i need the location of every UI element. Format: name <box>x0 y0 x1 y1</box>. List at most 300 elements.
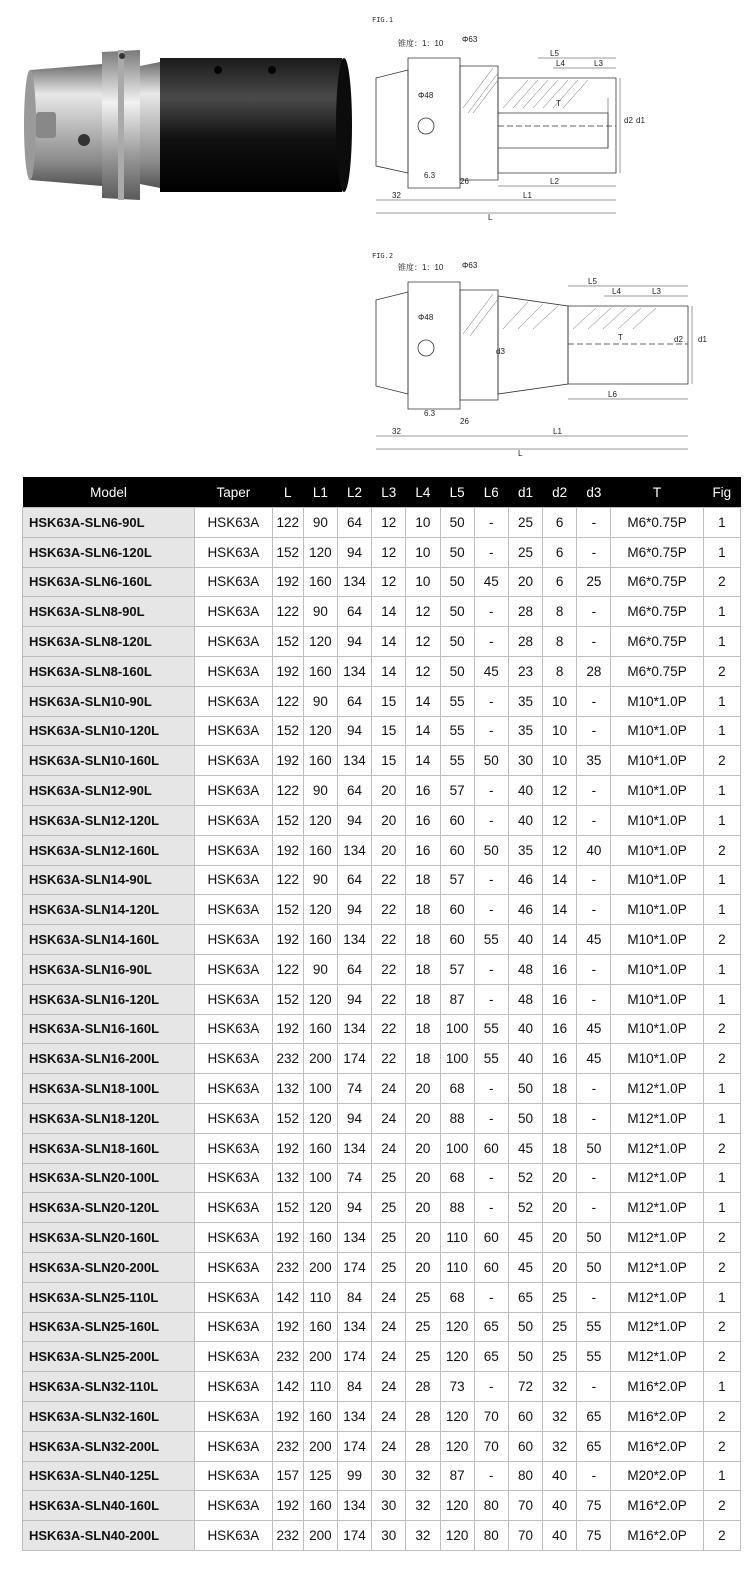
table-body <box>23 508 741 1551</box>
cell-model: HSK63A-SLN40-200L <box>23 1521 195 1551</box>
table-row <box>23 805 741 835</box>
table-row <box>23 1163 741 1193</box>
cell-l6: 55 <box>474 925 508 955</box>
cell-d1: 40 <box>508 805 542 835</box>
cell-l1: 120 <box>303 537 337 567</box>
cell-fig: 2 <box>703 925 740 955</box>
cell-l6: - <box>474 1163 508 1193</box>
cell-l3: 20 <box>372 776 406 806</box>
cell-t: M6*0.75P <box>611 627 703 657</box>
cell-l3: 14 <box>372 656 406 686</box>
cell-l5: 68 <box>440 1282 474 1312</box>
cell-taper: HSK63A <box>194 805 272 835</box>
fig1-L3: L3 <box>594 59 603 68</box>
column-header-l6: L6 <box>474 477 508 508</box>
cell-l1: 120 <box>303 984 337 1014</box>
cell-l: 122 <box>272 954 303 984</box>
cell-l4: 20 <box>406 1163 440 1193</box>
cell-t: M10*1.0P <box>611 746 703 776</box>
cell-taper: HSK63A <box>194 984 272 1014</box>
table-row <box>23 1074 741 1104</box>
fig1-d2: d2 <box>624 116 633 125</box>
cell-l6: - <box>474 1103 508 1133</box>
cell-l3: 22 <box>372 925 406 955</box>
cell-model: HSK63A-SLN14-120L <box>23 895 195 925</box>
cell-model: HSK63A-SLN16-160L <box>23 1014 195 1044</box>
table-row <box>23 597 741 627</box>
cell-l1: 120 <box>303 1193 337 1223</box>
fig1-L1: L1 <box>523 191 532 200</box>
cell-t: M10*1.0P <box>611 835 703 865</box>
cell-model: HSK63A-SLN10-120L <box>23 716 195 746</box>
cell-d1: 40 <box>508 776 542 806</box>
cell-fig: 1 <box>703 895 740 925</box>
cell-l: 232 <box>272 1044 303 1074</box>
cell-l3: 22 <box>372 984 406 1014</box>
cell-taper: HSK63A <box>194 954 272 984</box>
cell-l5: 120 <box>440 1431 474 1461</box>
cell-l4: 18 <box>406 925 440 955</box>
table-row <box>23 1312 741 1342</box>
cell-d2: 14 <box>543 925 577 955</box>
cell-l3: 22 <box>372 954 406 984</box>
cell-l2: 134 <box>337 656 371 686</box>
product-photo <box>22 40 362 210</box>
cell-d1: 70 <box>508 1521 542 1551</box>
cell-l: 232 <box>272 1521 303 1551</box>
cell-taper: HSK63A <box>194 925 272 955</box>
cell-l5: 87 <box>440 984 474 1014</box>
cell-d3: 75 <box>577 1521 611 1551</box>
fig1-d1: d1 <box>636 116 645 125</box>
fig2-L4: L4 <box>612 287 621 296</box>
cell-taper: HSK63A <box>194 567 272 597</box>
cell-l2: 174 <box>337 1252 371 1282</box>
cell-l: 192 <box>272 925 303 955</box>
cell-l6: 80 <box>474 1491 508 1521</box>
cell-d3: - <box>577 508 611 538</box>
cell-l: 142 <box>272 1372 303 1402</box>
cell-l5: 57 <box>440 776 474 806</box>
cell-d3: - <box>577 627 611 657</box>
cell-model: HSK63A-SLN12-90L <box>23 776 195 806</box>
cell-t: M6*0.75P <box>611 597 703 627</box>
cell-t: M16*2.0P <box>611 1401 703 1431</box>
fig2-L1: L1 <box>553 427 562 436</box>
cell-d2: 25 <box>543 1282 577 1312</box>
table-row <box>23 627 741 657</box>
cell-l6: - <box>474 805 508 835</box>
cell-d1: 28 <box>508 597 542 627</box>
cell-l4: 10 <box>406 508 440 538</box>
table-row <box>23 925 741 955</box>
cell-d3: 75 <box>577 1491 611 1521</box>
cell-l5: 88 <box>440 1103 474 1133</box>
cell-l: 152 <box>272 1103 303 1133</box>
cell-model: HSK63A-SLN10-160L <box>23 746 195 776</box>
cell-l: 122 <box>272 686 303 716</box>
cell-model: HSK63A-SLN32-110L <box>23 1372 195 1402</box>
cell-d1: 46 <box>508 895 542 925</box>
cell-l2: 134 <box>337 1491 371 1521</box>
cell-l3: 12 <box>372 537 406 567</box>
cell-l2: 64 <box>337 686 371 716</box>
cell-l: 132 <box>272 1163 303 1193</box>
table-row <box>23 835 741 865</box>
cell-taper: HSK63A <box>194 746 272 776</box>
cell-l6: 80 <box>474 1521 508 1551</box>
table-row <box>23 1521 741 1551</box>
cell-l4: 18 <box>406 1044 440 1074</box>
cell-taper: HSK63A <box>194 776 272 806</box>
cell-l: 192 <box>272 1401 303 1431</box>
cell-l: 192 <box>272 1223 303 1253</box>
cell-d3: - <box>577 805 611 835</box>
fig1-title: FIG.1 <box>372 16 394 24</box>
cell-d1: 40 <box>508 1044 542 1074</box>
cell-fig: 2 <box>703 656 740 686</box>
fig1-L5: L5 <box>550 49 559 58</box>
cell-d1: 35 <box>508 686 542 716</box>
cell-d2: 18 <box>543 1103 577 1133</box>
fig2-d26: 26 <box>460 417 469 426</box>
cell-model: HSK63A-SLN25-200L <box>23 1342 195 1372</box>
cell-d1: 52 <box>508 1163 542 1193</box>
column-header-l: L <box>272 477 303 508</box>
cell-l3: 24 <box>372 1372 406 1402</box>
cell-l1: 90 <box>303 865 337 895</box>
cell-d3: 35 <box>577 746 611 776</box>
cell-l4: 32 <box>406 1491 440 1521</box>
cell-d3: - <box>577 537 611 567</box>
cell-model: HSK63A-SLN16-200L <box>23 1044 195 1074</box>
cell-fig: 1 <box>703 716 740 746</box>
cell-d1: 23 <box>508 656 542 686</box>
cell-model: HSK63A-SLN14-90L <box>23 865 195 895</box>
cell-l2: 74 <box>337 1074 371 1104</box>
cell-d3: - <box>577 716 611 746</box>
cell-l4: 18 <box>406 984 440 1014</box>
cell-fig: 1 <box>703 537 740 567</box>
cell-d1: 48 <box>508 984 542 1014</box>
cell-l: 192 <box>272 567 303 597</box>
table-row <box>23 1044 741 1074</box>
cell-t: M12*1.0P <box>611 1342 703 1372</box>
cell-l: 152 <box>272 984 303 1014</box>
cell-l4: 16 <box>406 776 440 806</box>
cell-l6: - <box>474 984 508 1014</box>
cell-d2: 8 <box>543 656 577 686</box>
cell-t: M6*0.75P <box>611 508 703 538</box>
cell-l2: 94 <box>337 716 371 746</box>
cell-l: 192 <box>272 746 303 776</box>
cell-d2: 20 <box>543 1223 577 1253</box>
cell-d2: 12 <box>543 835 577 865</box>
cell-l6: - <box>474 627 508 657</box>
fig2-taper-note: 锥度：1：10 <box>398 263 444 272</box>
cell-model: HSK63A-SLN32-200L <box>23 1431 195 1461</box>
table-row <box>23 1193 741 1223</box>
cell-l3: 24 <box>372 1312 406 1342</box>
cell-d2: 16 <box>543 1044 577 1074</box>
spec-table <box>22 477 741 1551</box>
cell-l6: 60 <box>474 1223 508 1253</box>
cell-d3: 50 <box>577 1133 611 1163</box>
cell-fig: 1 <box>703 805 740 835</box>
cell-l4: 25 <box>406 1282 440 1312</box>
cell-l5: 100 <box>440 1133 474 1163</box>
cell-l4: 14 <box>406 686 440 716</box>
cell-d1: 70 <box>508 1491 542 1521</box>
cell-l2: 134 <box>337 1014 371 1044</box>
cell-taper: HSK63A <box>194 627 272 657</box>
cell-fig: 2 <box>703 1431 740 1461</box>
fig2-T: T <box>618 333 623 342</box>
cell-fig: 1 <box>703 1372 740 1402</box>
cell-l6: - <box>474 1282 508 1312</box>
cell-l: 192 <box>272 1312 303 1342</box>
cell-l2: 64 <box>337 776 371 806</box>
cell-l: 122 <box>272 865 303 895</box>
table-row <box>23 716 741 746</box>
cell-l1: 120 <box>303 895 337 925</box>
cell-l5: 73 <box>440 1372 474 1402</box>
fig2-phi63: Φ63 <box>462 261 478 270</box>
cell-l1: 160 <box>303 567 337 597</box>
cell-model: HSK63A-SLN32-160L <box>23 1401 195 1431</box>
cell-l1: 160 <box>303 746 337 776</box>
cell-t: M12*1.0P <box>611 1193 703 1223</box>
cell-l4: 18 <box>406 865 440 895</box>
cell-model: HSK63A-SLN40-160L <box>23 1491 195 1521</box>
cell-l5: 120 <box>440 1401 474 1431</box>
cell-t: M10*1.0P <box>611 686 703 716</box>
column-header-t: T <box>611 477 703 508</box>
cell-d3: - <box>577 954 611 984</box>
cell-l2: 94 <box>337 1103 371 1133</box>
cell-l3: 20 <box>372 805 406 835</box>
cell-model: HSK63A-SLN20-100L <box>23 1163 195 1193</box>
cell-d2: 16 <box>543 954 577 984</box>
cell-model: HSK63A-SLN18-100L <box>23 1074 195 1104</box>
column-header-d2: d2 <box>543 477 577 508</box>
cell-l5: 100 <box>440 1014 474 1044</box>
cell-l2: 134 <box>337 1223 371 1253</box>
cell-l1: 160 <box>303 656 337 686</box>
cell-l5: 60 <box>440 805 474 835</box>
cell-l2: 134 <box>337 746 371 776</box>
cell-l: 152 <box>272 805 303 835</box>
cell-d3: 45 <box>577 1044 611 1074</box>
cell-l3: 15 <box>372 686 406 716</box>
cell-d1: 52 <box>508 1193 542 1223</box>
cell-l4: 18 <box>406 1014 440 1044</box>
cell-l: 192 <box>272 1014 303 1044</box>
cell-l1: 160 <box>303 1491 337 1521</box>
cell-d3: - <box>577 1372 611 1402</box>
cell-d1: 50 <box>508 1342 542 1372</box>
cell-fig: 1 <box>703 776 740 806</box>
cell-l3: 30 <box>372 1521 406 1551</box>
table-row <box>23 984 741 1014</box>
cell-d1: 25 <box>508 508 542 538</box>
cell-model: HSK63A-SLN8-160L <box>23 656 195 686</box>
cell-l4: 18 <box>406 895 440 925</box>
cell-taper: HSK63A <box>194 835 272 865</box>
cell-l5: 50 <box>440 627 474 657</box>
cell-d2: 18 <box>543 1133 577 1163</box>
cell-t: M12*1.0P <box>611 1074 703 1104</box>
cell-l5: 60 <box>440 895 474 925</box>
column-header-d1: d1 <box>508 477 542 508</box>
cell-fig: 2 <box>703 1014 740 1044</box>
cell-taper: HSK63A <box>194 1401 272 1431</box>
cell-d1: 72 <box>508 1372 542 1402</box>
cell-l2: 174 <box>337 1521 371 1551</box>
fig1-L4: L4 <box>556 59 565 68</box>
cell-l: 192 <box>272 1491 303 1521</box>
cell-l: 192 <box>272 835 303 865</box>
cell-l1: 200 <box>303 1044 337 1074</box>
cell-fig: 2 <box>703 1252 740 1282</box>
table-row <box>23 1252 741 1282</box>
cell-l6: - <box>474 895 508 925</box>
cell-l1: 90 <box>303 508 337 538</box>
cell-fig: 2 <box>703 1223 740 1253</box>
cell-model: HSK63A-SLN12-160L <box>23 835 195 865</box>
cell-l5: 50 <box>440 537 474 567</box>
cell-d3: - <box>577 776 611 806</box>
cell-l5: 60 <box>440 835 474 865</box>
cell-fig: 2 <box>703 746 740 776</box>
cell-l: 232 <box>272 1342 303 1372</box>
cell-fig: 1 <box>703 865 740 895</box>
cell-l3: 12 <box>372 508 406 538</box>
cell-l5: 57 <box>440 954 474 984</box>
cell-l5: 50 <box>440 508 474 538</box>
cell-d3: - <box>577 1282 611 1312</box>
cell-l4: 16 <box>406 835 440 865</box>
cell-l3: 25 <box>372 1163 406 1193</box>
cell-d2: 16 <box>543 984 577 1014</box>
cell-model: HSK63A-SLN16-90L <box>23 954 195 984</box>
cell-l6: 50 <box>474 746 508 776</box>
cell-fig: 1 <box>703 1282 740 1312</box>
cell-d1: 50 <box>508 1103 542 1133</box>
cell-l4: 32 <box>406 1521 440 1551</box>
cell-l5: 50 <box>440 597 474 627</box>
cell-l3: 15 <box>372 716 406 746</box>
cell-model: HSK63A-SLN12-120L <box>23 805 195 835</box>
cell-model: HSK63A-SLN8-120L <box>23 627 195 657</box>
cell-taper: HSK63A <box>194 1223 272 1253</box>
table-row <box>23 567 741 597</box>
cell-l4: 20 <box>406 1103 440 1133</box>
cell-d1: 48 <box>508 954 542 984</box>
cell-l4: 20 <box>406 1223 440 1253</box>
cell-l5: 100 <box>440 1044 474 1074</box>
cell-taper: HSK63A <box>194 1282 272 1312</box>
fig2-phi48: Φ48 <box>418 313 434 322</box>
cell-d1: 50 <box>508 1074 542 1104</box>
cell-d3: 45 <box>577 1014 611 1044</box>
cell-l5: 55 <box>440 716 474 746</box>
cell-fig: 1 <box>703 508 740 538</box>
cell-l1: 160 <box>303 1133 337 1163</box>
cell-fig: 1 <box>703 597 740 627</box>
cell-l1: 160 <box>303 1223 337 1253</box>
cell-d1: 28 <box>508 627 542 657</box>
cell-d2: 32 <box>543 1431 577 1461</box>
cell-t: M10*1.0P <box>611 805 703 835</box>
cell-fig: 2 <box>703 1521 740 1551</box>
fig1-L: L <box>488 213 493 222</box>
cell-d1: 80 <box>508 1461 542 1491</box>
cell-fig: 1 <box>703 627 740 657</box>
cell-l: 152 <box>272 627 303 657</box>
cell-d2: 40 <box>543 1491 577 1521</box>
cell-l2: 64 <box>337 597 371 627</box>
cell-l1: 200 <box>303 1431 337 1461</box>
cell-taper: HSK63A <box>194 1372 272 1402</box>
cell-l2: 94 <box>337 627 371 657</box>
cell-d2: 20 <box>543 1252 577 1282</box>
cell-l: 122 <box>272 508 303 538</box>
cell-l6: 70 <box>474 1401 508 1431</box>
cell-fig: 2 <box>703 1342 740 1372</box>
table-row <box>23 1223 741 1253</box>
fig1-T: T <box>556 99 561 108</box>
cell-l2: 174 <box>337 1431 371 1461</box>
cell-taper: HSK63A <box>194 1103 272 1133</box>
cell-l3: 20 <box>372 835 406 865</box>
cell-l6: - <box>474 686 508 716</box>
cell-taper: HSK63A <box>194 1044 272 1074</box>
cell-model: HSK63A-SLN25-160L <box>23 1312 195 1342</box>
cell-taper: HSK63A <box>194 1461 272 1491</box>
cell-d2: 18 <box>543 1074 577 1104</box>
cell-d2: 25 <box>543 1342 577 1372</box>
table-row <box>23 1461 741 1491</box>
cell-model: HSK63A-SLN40-125L <box>23 1461 195 1491</box>
cell-l5: 60 <box>440 925 474 955</box>
cell-l3: 22 <box>372 895 406 925</box>
cell-d3: - <box>577 1103 611 1133</box>
cell-l: 132 <box>272 1074 303 1104</box>
cell-fig: 1 <box>703 1193 740 1223</box>
cell-l5: 68 <box>440 1074 474 1104</box>
column-header-d3: d3 <box>577 477 611 508</box>
cell-l6: - <box>474 1193 508 1223</box>
cell-taper: HSK63A <box>194 1163 272 1193</box>
cell-d1: 50 <box>508 1312 542 1342</box>
cell-l3: 22 <box>372 1014 406 1044</box>
cell-model: HSK63A-SLN6-160L <box>23 567 195 597</box>
cell-l: 157 <box>272 1461 303 1491</box>
cell-t: M16*2.0P <box>611 1372 703 1402</box>
cell-l6: - <box>474 508 508 538</box>
cell-l1: 110 <box>303 1282 337 1312</box>
cell-l2: 84 <box>337 1282 371 1312</box>
cell-l3: 24 <box>372 1342 406 1372</box>
cell-fig: 1 <box>703 686 740 716</box>
cell-l4: 20 <box>406 1133 440 1163</box>
cell-l2: 134 <box>337 567 371 597</box>
cell-t: M10*1.0P <box>611 895 703 925</box>
cell-t: M20*2.0P <box>611 1461 703 1491</box>
cell-fig: 1 <box>703 1074 740 1104</box>
cell-d2: 8 <box>543 627 577 657</box>
